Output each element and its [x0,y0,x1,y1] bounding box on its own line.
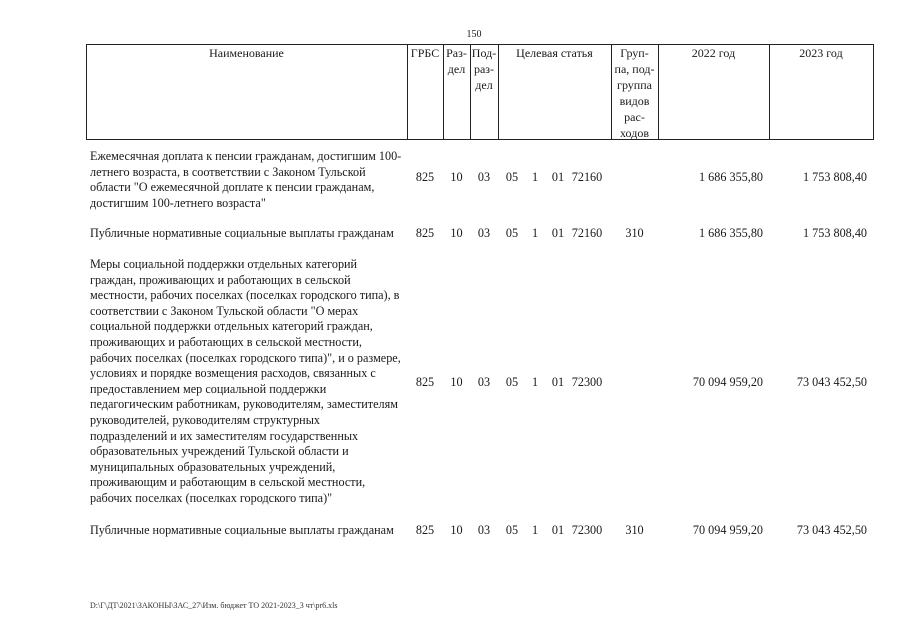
header-group [611,45,658,141]
row-name-line: соответствии с Законом Тульской области "О мерах [90,303,359,318]
section-value: 10 [450,375,463,389]
page-number: 150 [466,29,482,40]
amount-2023: 73 043 452,50 [796,523,867,537]
target-code-part: 01 [551,170,565,184]
amount-2022: 1 686 355,80 [699,226,763,240]
row-name-line: местности, рабочих поселках (поселках городского типа), в [90,288,400,303]
header-subsection-line: раз- [473,62,495,76]
target-code-part: 01 [551,226,565,240]
grbs-value: 825 [415,523,435,537]
subsection-value: 03 [477,375,491,389]
row-name-line: Публичные нормативные социальные выплаты гражданам [90,523,394,537]
amount-2023: 73 043 452,50 [796,375,867,389]
header-group-line: группа [617,78,652,92]
target-code-part: 05 [505,226,519,240]
row-name [90,226,406,242]
target-code-part: 01 [551,523,565,537]
row-name-line: Публичные нормативные социальные выплаты гражданам [90,226,394,240]
header-subsection [470,45,498,93]
subsection-value: 03 [477,170,491,184]
row-name-line: муниципальных образовательных учреждений, [90,459,336,474]
row-name-line: образовательных учреждений Тульской области и [90,444,349,459]
target-code-part: 1 [531,375,539,389]
row-name [90,149,406,211]
row-name-line: граждан, проживающих и работающих в сельской [90,272,351,287]
row-name-line: педагогическим работникам, руководителям, заместителям [90,397,398,412]
header-target: Целевая статья [516,46,593,60]
header-group-line: ходов [620,126,649,140]
row-name [90,257,406,507]
target-code-part: 72300 [571,375,603,389]
target-code-part: 72300 [571,523,603,537]
section-value: 10 [450,523,463,537]
target-code-part: 1 [531,170,539,184]
row-name-line: Ежемесячная доплата к пенсии гражданам, достигшим 100- [90,149,402,163]
row-name-line: летнего возраста, в соответствии с Законом Тульской [90,164,366,179]
section-value: 10 [450,170,463,184]
grbs-value: 825 [415,375,435,389]
header-subsection-line: дел [475,78,493,92]
column-divider [873,44,874,140]
header-border-bottom [86,139,874,140]
row-name-line: рабочих поселках (поселках городского типа)", и о размере, [90,350,401,365]
expense-group-value: 310 [625,523,644,537]
header-subsection-line: Под- [471,46,497,60]
row-name-line: проживающим и работающим в сельской местности, [90,475,366,490]
amount-2023: 1 753 808,40 [803,226,867,240]
subsection-value: 03 [477,523,491,537]
header-year-2022: 2022 год [691,46,736,60]
header-group-line: рас- [624,110,645,124]
row-name-line: Меры социальной поддержки отдельных категорий [90,257,358,271]
header-section-line: Раз- [446,46,467,60]
amount-2023: 1 753 808,40 [803,170,867,184]
header-year-2023: 2023 год [799,46,843,60]
amount-2022: 70 094 959,20 [692,523,763,537]
target-code-part: 05 [505,170,519,184]
grbs-value: 825 [415,170,435,184]
row-name-line: социальной поддержки отдельных категорий граждан, [90,319,373,334]
row-name [90,523,406,539]
row-name-line: рабочих поселках (поселках городского типа)" [90,490,333,505]
target-code-part: 01 [551,375,565,389]
row-name-line: предоставлением мер социальной поддержки [90,381,327,396]
section-value: 10 [450,226,463,240]
expense-group-value: 310 [625,226,644,240]
header-grbs: ГРБС [410,46,440,60]
header-group-line: па, под- [614,62,655,76]
row-name-line: подразделений и их заместителям государственных [90,428,359,443]
target-code-part: 1 [531,226,539,240]
grbs-value: 825 [415,226,435,240]
row-name-line: области "О ежемесячной доплате к пенсии гражданам, [90,180,375,195]
row-name-line: руководителей, руководителям структурных [90,412,320,427]
header-section-line: дел [447,62,466,76]
header-group-line: видов [619,94,650,108]
row-name-line: условиях и порядке возмещения расходов, связанных с [90,366,376,381]
header-group-line: Груп- [620,46,649,60]
target-code-part: 05 [505,375,519,389]
target-code-part: 05 [505,523,519,537]
target-code-part: 72160 [571,226,603,240]
amount-2022: 70 094 959,20 [692,375,763,389]
header-section [443,45,470,77]
target-code-part: 1 [531,523,539,537]
subsection-value: 03 [477,226,491,240]
row-name-line: достигшим 100-летнего возраста" [90,195,266,210]
file-path-footer: D:\Г\ДТ\2021\ЗАКОНЫ\ЗАС_27\Изм. бюджет ТО 2021-2023_3 чт\pr6.xls [90,601,338,610]
target-code-part: 72160 [571,170,603,184]
row-name-line: проживающих и работающих в сельской местности, [90,334,362,349]
header-name: Наименование [209,46,284,60]
amount-2022: 1 686 355,80 [699,170,763,184]
